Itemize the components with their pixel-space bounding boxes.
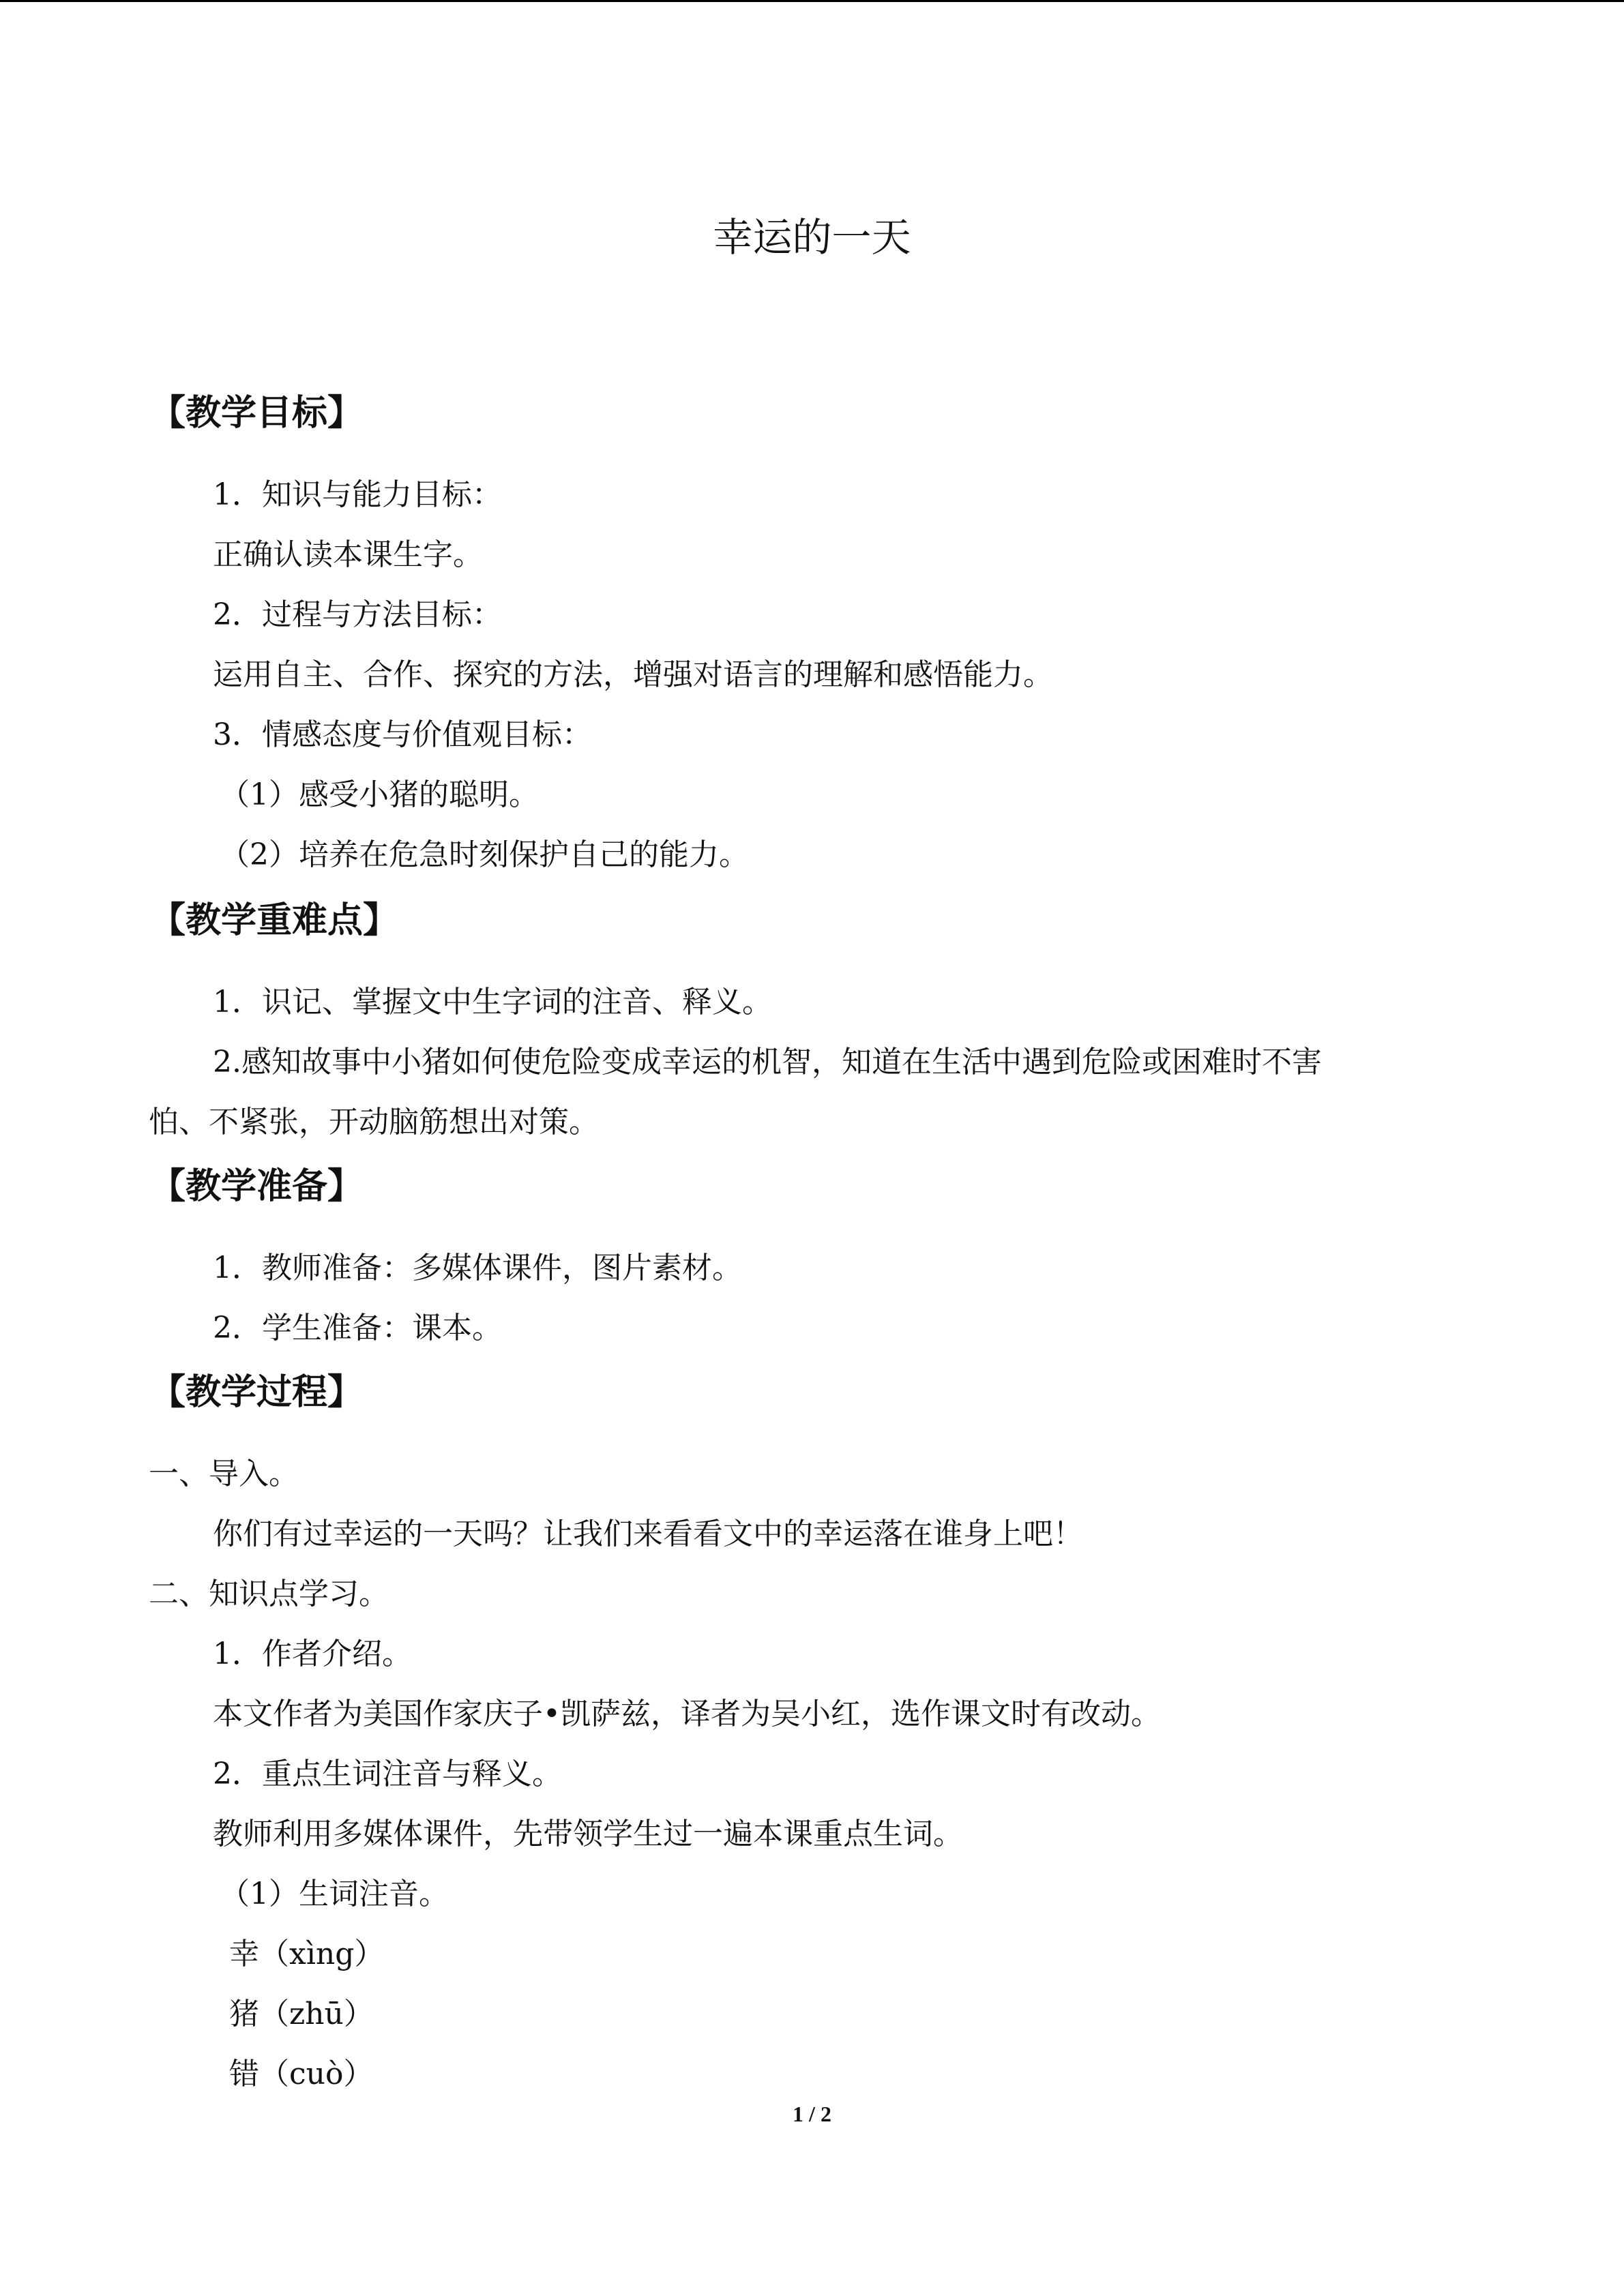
- process-line: 二、知识点学习。: [149, 1577, 389, 1611]
- key-points-line: 1．识记、掌握文中生字词的注音、释义。: [213, 985, 772, 1019]
- preparation-line: 2．学生准备：课本。: [213, 1311, 502, 1345]
- objectives-line: 3．情感态度与价值观目标：: [213, 717, 592, 752]
- objectives-line: 运用自主、合作、探究的方法，增强对语言的理解和感悟能力。: [213, 657, 1053, 692]
- vocab-pinyin-line: 幸（xìng）: [229, 1937, 385, 1971]
- process-line: 本文作者为美国作家庆子•凯萨兹，译者为吴小红，选作课文时有改动。: [213, 1697, 1161, 1731]
- section-heading-key-points: 【教学重难点】: [150, 900, 399, 941]
- objectives-line: 1．知识与能力目标：: [213, 477, 502, 512]
- key-points-line: 2.感知故事中小猪如何使危险变成幸运的机智，知道在生活中遇到危险或困难时不害: [213, 1045, 1322, 1079]
- vocab-pinyin-line: 猪（zhū）: [229, 1997, 374, 2031]
- process-line: （1）生词注音。: [220, 1877, 449, 1911]
- section-heading-objectives: 【教学目标】: [150, 393, 364, 434]
- section-heading-preparation: 【教学准备】: [150, 1166, 364, 1207]
- page-number: 1 / 2: [793, 2102, 831, 2126]
- process-line: 2．重点生词注音与释义。: [213, 1757, 562, 1791]
- process-line: 1．作者介绍。: [213, 1637, 412, 1671]
- document-title: 幸运的一天: [713, 214, 911, 260]
- section-heading-process: 【教学过程】: [150, 1372, 364, 1413]
- objectives-line: （1）感受小猪的聪明。: [220, 777, 539, 812]
- process-line: 教师利用多媒体课件，先带领学生过一遍本课重点生词。: [213, 1817, 963, 1851]
- objectives-line: 正确认读本课生字。: [213, 537, 483, 572]
- objectives-line: （2）培养在危急时刻保护自己的能力。: [220, 837, 749, 872]
- objectives-line: 2．过程与方法目标：: [213, 597, 502, 632]
- process-line: 一、导入。: [149, 1457, 299, 1491]
- process-line: 你们有过幸运的一天吗？让我们来看看文中的幸运落在谁身上吧！: [213, 1517, 1083, 1551]
- vocab-pinyin-line: 错（cuò）: [229, 2057, 374, 2091]
- preparation-line: 1．教师准备：多媒体课件，图片素材。: [213, 1251, 742, 1285]
- key-points-line: 怕、不紧张，开动脑筋想出对策。: [149, 1105, 599, 1139]
